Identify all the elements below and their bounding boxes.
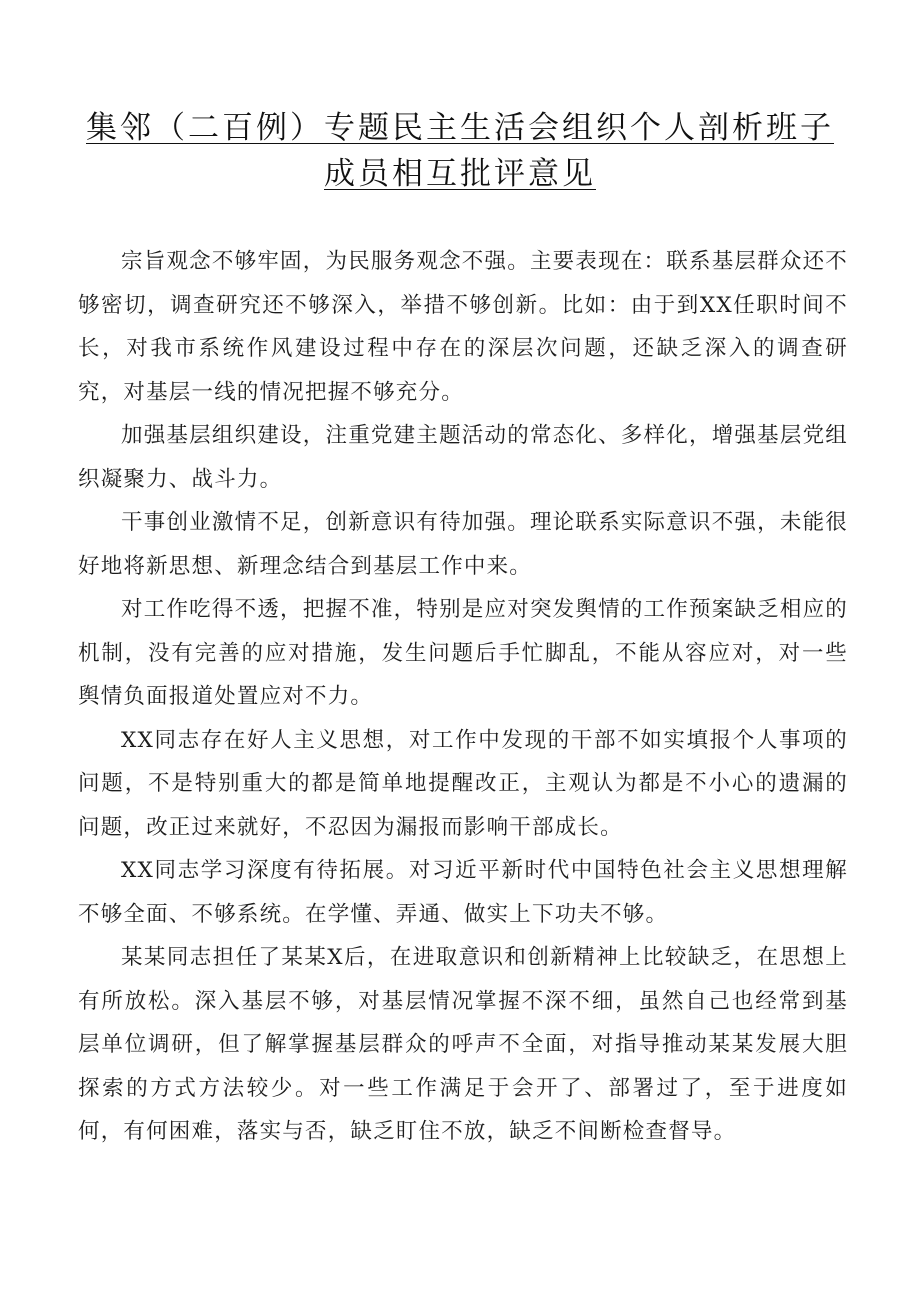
paragraph: XX同志存在好人主义思想，对工作中发现的干部不如实填报个人事项的问题，不是特别重大的都是简单地提醒改正，主观认为都是不小心的遗漏的问题，改正过来就好，不忍因为漏报而影响干部成长。: [78, 727, 848, 840]
paragraph: 干事创业激情不足，创新意识有待加强。理论联系实际意识不强，未能很好地将新思想、新理念结合到基层工作中来。: [78, 510, 848, 579]
paragraph: 加强基层组织建设，注重党建主题活动的常态化、多样化，增强基层党组织凝聚力、战斗力。: [78, 423, 848, 492]
paragraph: 某某同志担任了某某X后，在进取意识和创新精神上比较缺乏，在思想上有所放松。深入基层不够，对基层情况掌握不深不细，虽然自己也经常到基层单位调研，但了解掌握基层群众的呼声不全面，对指导推动某某发展大胆探索的方式方法较少。对一些工作满足于会开了、部署过了，至于进度如何，有何困难，落实与否，缺乏盯住不放，缺乏不间断检查督导。: [78, 945, 848, 1144]
document-body: [78, 240, 848, 1154]
document-title: [70, 105, 850, 197]
paragraph: XX同志学习深度有待拓展。对习近平新时代中国特色社会主义思想理解不够全面、不够系统。在学懂、弄通、做实上下功夫不够。: [78, 858, 848, 927]
paragraph: 对工作吃得不透，把握不准，特别是应对突发舆情的工作预案缺乏相应的机制，没有完善的应对措施，发生问题后手忙脚乱，不能从容应对，对一些舆情负面报道处置应对不力。: [78, 597, 848, 709]
paragraph: 宗旨观念不够牢固，为民服务观念不强。主要表现在：联系基层群众还不够密切，调查研究还不够深入，举措不够创新。比如：由于到XX任职时间不长，对我市系统作风建设过程中存在的深层次问题，还缺乏深入的调查研究，对基层一线的情况把握不够充分。: [78, 249, 848, 405]
document-title-text: 集邻（二百例）专题民主生活会组织个人剖析班子成员相互批评意见: [86, 110, 834, 192]
